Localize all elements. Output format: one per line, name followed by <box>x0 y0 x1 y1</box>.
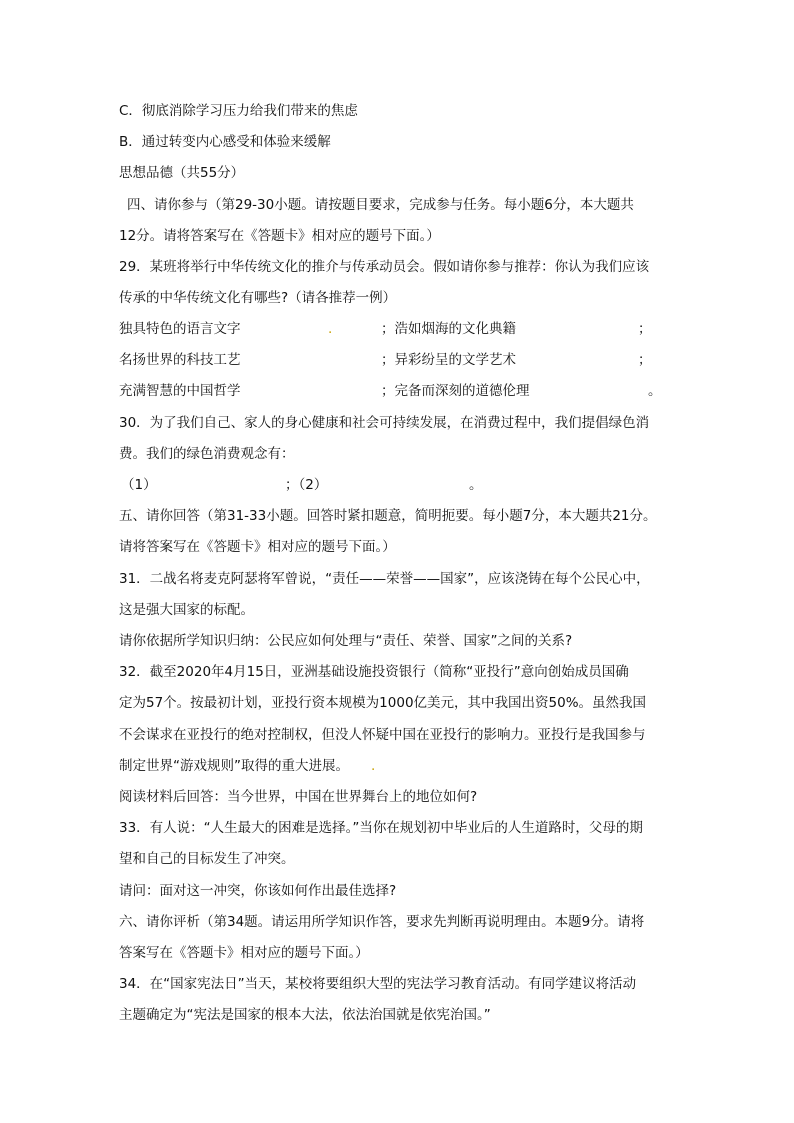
question-32-line-2: 定为57个。按最初计划，亚投行资本规模为1000亿美元，其中我国出资50%。虽然我国 <box>119 695 647 711</box>
question-34-cont: 主题确定为“宪法是国家的根本大法，依法治国就是依宪治国。” <box>119 1007 491 1023</box>
part-four-heading: 四、请你参与（第29-30小题。请按题目要求，完成参与任务。每小题6分，本大题共 <box>127 197 634 213</box>
question-33: 33．有人说：“人生最大的困难是选择。”当你在规划初中毕业后的人生道路时，父母的期 <box>119 820 643 836</box>
question-32-line-3: 不会谋求在亚投行的绝对控制权，但没人怀疑中国在亚投行的影响力。亚投行是我国参与 <box>119 727 646 743</box>
question-29: 29．某班将举行中华传统文化的推介与传承动员会。假如请你参与推荐：你认为我们应该 <box>119 259 650 275</box>
option-b: B．通过转变内心感受和体验来缓解 <box>119 134 331 150</box>
part-four-heading-cont: 12分。请将答案写在《答题卡》相对应的题号下面。） <box>119 228 440 244</box>
question-31: 31．二战名将麦克阿瑟将军曾说，“责任——荣誉——国家”，应该浇铸在每个公民心中， <box>119 571 650 587</box>
fill-row-2-label-b: ；异彩纷呈的文学艺术 <box>381 352 516 368</box>
question-31-prompt: 请你依据所学知识归纳：公民应如何处理与“责任、荣誉、国家”之间的关系? <box>119 633 573 649</box>
question-34: 34．在“国家宪法日”当天，某校将要组织大型的宪法学习教育活动。有同学建议将活动 <box>119 976 637 992</box>
blank-1-label: （1） <box>121 477 157 493</box>
fill-row-3-label-b: ；完备而深刻的道德伦理 <box>381 383 530 399</box>
question-30: 30．为了我们自己、家人的身心健康和社会可持续发展，在消费过程中，我们提倡绿色消 <box>119 415 650 431</box>
question-33-cont: 望和自己的目标发生了冲突。 <box>119 851 295 867</box>
question-32-line-4-text: 制定世界“游戏规则”取得的重大进展。 <box>119 758 349 774</box>
question-30-cont: 费。我们的绿色消费观念有： <box>119 446 295 462</box>
question-32: 32．截至2020年4月15日，亚洲基础设施投资银行（简称“亚投行”意向创始成员国确 <box>119 664 629 680</box>
part-five-heading-cont: 请将答案写在《答题卡》相对应的题号下面。） <box>119 539 396 555</box>
question-32-line-4 <box>119 756 399 776</box>
fill-row-2 <box>119 350 659 370</box>
fill-row-4-end: 。 <box>469 477 483 493</box>
fill-row-1-label-a: 独具特色的语言文字 <box>119 321 241 337</box>
question-33-prompt: 请问：面对这一冲突，你该如何作出最佳选择? <box>119 883 397 899</box>
fill-row-3-end: 。 <box>648 383 662 399</box>
fill-row-1-mark: . <box>328 321 333 337</box>
fill-row-1-end: ； <box>638 321 652 337</box>
part-five-heading: 五、请你回答（第31-33小题。回答时紧扣题意，简明扼要。每小题7分，本大题共21分。 <box>119 508 657 524</box>
fill-row-2-label-a: 名扬世界的科技工艺 <box>119 352 241 368</box>
fill-row-4 <box>121 475 491 495</box>
fill-row-3 <box>119 381 669 401</box>
section-title: 思想品德（共55分） <box>119 165 245 181</box>
question-32-mark: . <box>371 758 376 774</box>
question-32-prompt: 阅读材料后回答：当今世界，中国在世界舞台上的地位如何? <box>119 789 478 805</box>
fill-row-1-label-b: ；浩如烟海的文化典籍 <box>381 321 516 337</box>
blank-2-label: ；（2） <box>285 477 328 493</box>
part-six-heading-cont: 答案写在《答题卡》相对应的题号下面。） <box>119 945 369 961</box>
fill-row-3-label-a: 充满智慧的中国哲学 <box>119 383 241 399</box>
fill-row-1 <box>119 319 659 339</box>
fill-row-2-end: ； <box>638 352 652 368</box>
part-six-heading: 六、请你评析（第34题。请运用所学知识作答，要求先判断再说明理由。本题9分。请将 <box>119 914 645 930</box>
question-31-cont: 这是强大国家的标配。 <box>119 602 254 618</box>
question-29-cont: 传承的中华传统文化有哪些?（请各推荐一例） <box>119 290 397 306</box>
option-c: C．彻底消除学习压力给我们带来的焦虑 <box>119 103 358 119</box>
